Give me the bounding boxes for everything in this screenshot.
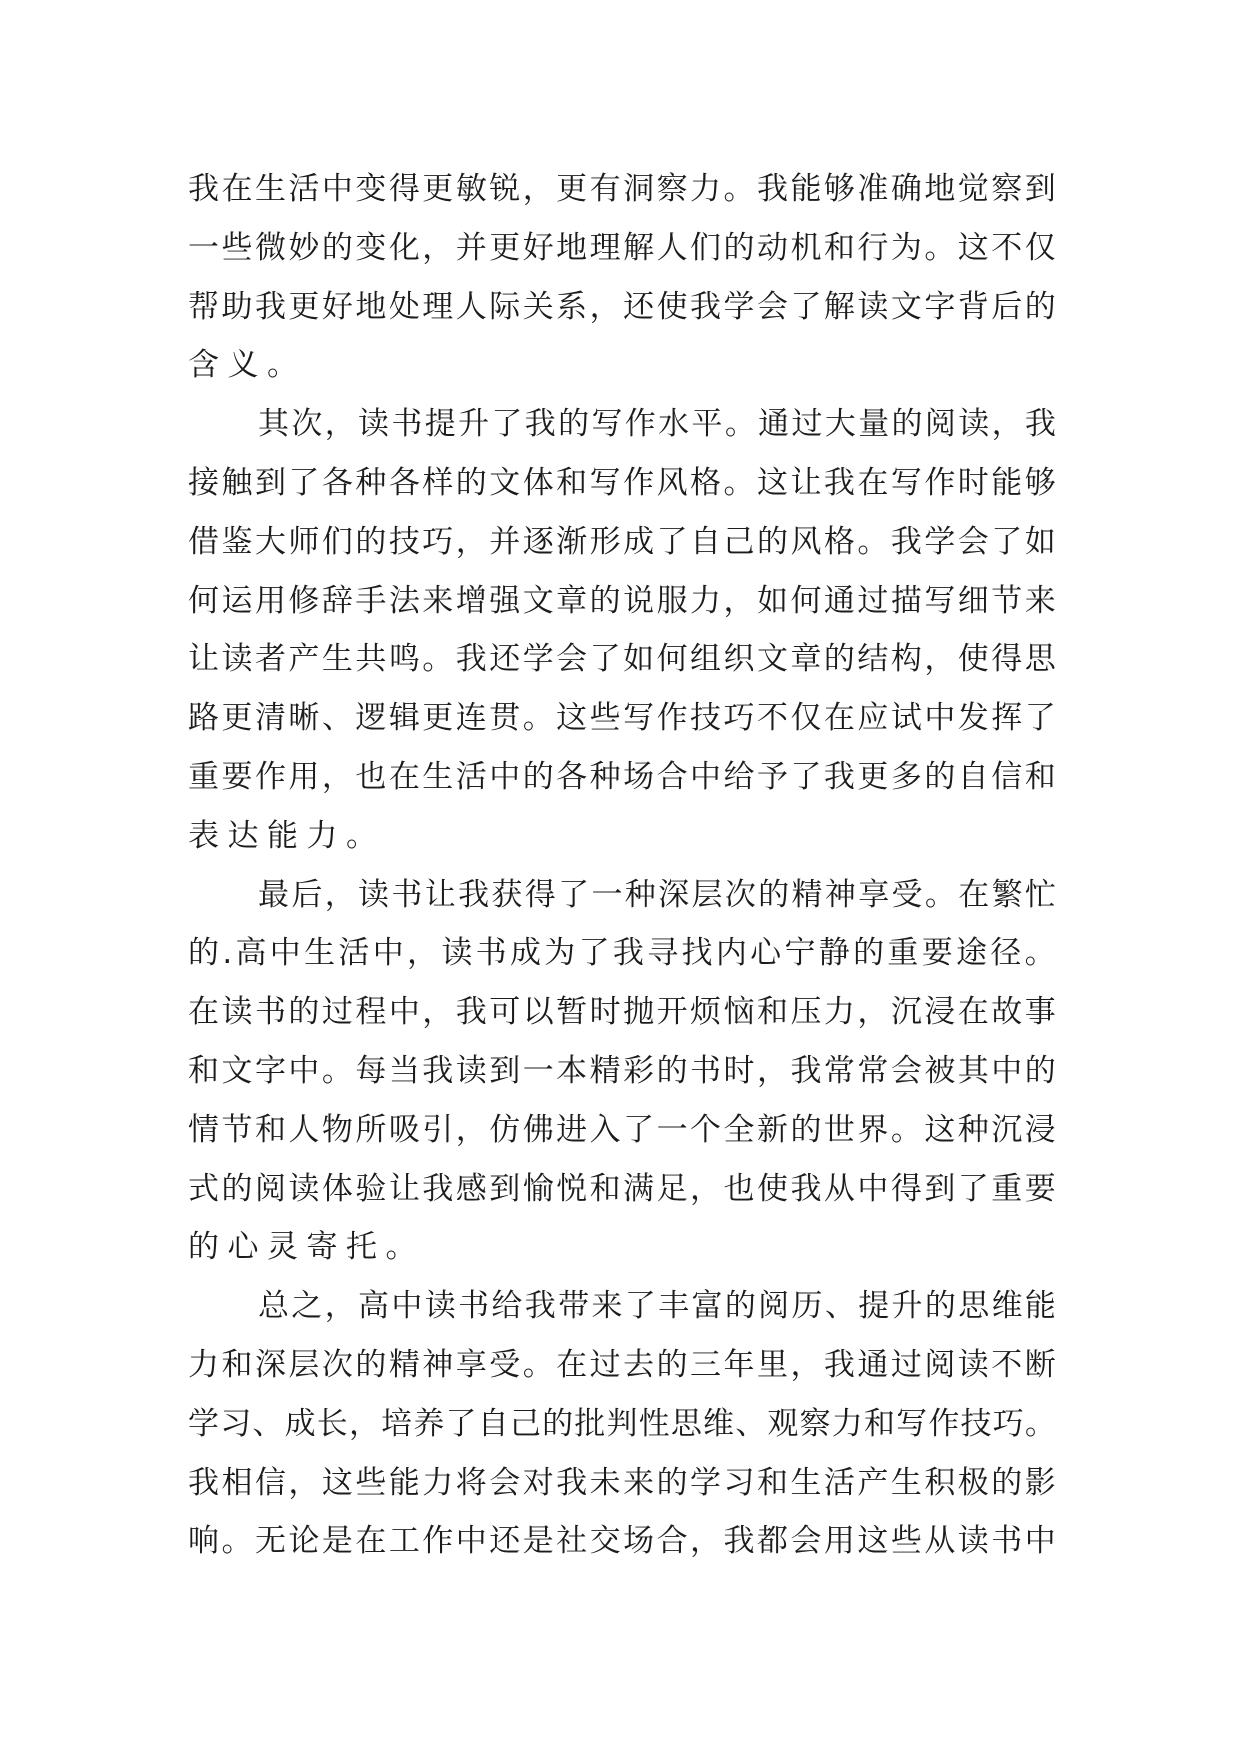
text-line: 我 相 信 ， 这 些 能 力 将 会 对 我 未 来 的 学 习 和 生 活 产 生 积 极 的 影 xyxy=(188,1464,1056,1501)
text-line: 含义。 xyxy=(188,347,307,384)
text-line: 式 的 阅 读 体 验 让 我 感 到 愉 悦 和 满 足 ， 也 使 我 从 中 得 到 了 重 要 xyxy=(188,1170,1056,1207)
text-line: 学 习 、 成 长 ， 培 养 了 自 己 的 批 判 性 思 维 、 观 察 力 和 写 作 技 巧 。 xyxy=(188,1405,1056,1442)
text-line: 重 要 作 用 ， 也 在 生 活 中 的 各 种 场 合 中 给 予 了 我 更 多 的 自 信 和 xyxy=(188,758,1056,795)
text-line: 在 读 书 的 过 程 中 ， 我 可 以 暂 时 抛 开 烦 恼 和 压 力 ， 沉 浸 在 故 事 xyxy=(188,994,1056,1031)
text-line: 路 更 清 晰 、 逻 辑 更 连 贯 。 这 些 写 作 技 巧 不 仅 在 应 试 中 发 挥 了 xyxy=(188,700,1056,737)
text-line: 表达能力。 xyxy=(188,817,386,854)
text-line: 情 节 和 人 物 所 吸 引 ， 仿 佛 进 入 了 一 个 全 新 的 世 界 。 这 种 沉 浸 xyxy=(188,1111,1056,1148)
text-line: 让 读 者 产 生 共 鸣 。 我 还 学 会 了 如 何 组 织 文 章 的 结 构 ， 使 得 思 xyxy=(188,641,1056,678)
text-line: 借 鉴 大 师 们 的 技 巧 ， 并 逐 渐 形 成 了 自 己 的 风 格 。 我 学 会 了 如 xyxy=(188,523,1056,560)
text-line: 的心灵寄托。 xyxy=(188,1229,425,1266)
text-line: 和 文 字 中 。 每 当 我 读 到 一 本 精 彩 的 书 时 ， 我 常 常 会 被 其 中 的 xyxy=(188,1052,1056,1089)
text-line: 的 . 高 中 生 活 中 ， 读 书 成 为 了 我 寻 找 内 心 宁 静 的 重 要 途 径 。 xyxy=(188,935,1056,972)
text-line: 总 之 ， 高 中 读 书 给 我 带 来 了 丰 富 的 阅 历 、 提 升 的 思 维 能 xyxy=(258,1288,1056,1325)
text-line: 一 些 微 妙 的 变 化 ， 并 更 好 地 理 解 人 们 的 动 机 和 行 为 。 这 不 仅 xyxy=(188,229,1056,266)
text-line: 帮 助 我 更 好 地 处 理 人 际 关 系 ， 还 使 我 学 会 了 解 读 文 字 背 后 的 xyxy=(188,288,1056,325)
text-line: 其 次 ， 读 书 提 升 了 我 的 写 作 水 平 。 通 过 大 量 的 阅 读 ， 我 xyxy=(258,406,1056,443)
text-line: 响 。 无 论 是 在 工 作 中 还 是 社 交 场 合 ， 我 都 会 用 这 些 从 读 书 中 xyxy=(188,1523,1056,1560)
text-line: 何 运 用 修 辞 手 法 来 增 强 文 章 的 说 服 力 ， 如 何 通 过 描 写 细 节 来 xyxy=(188,582,1056,619)
text-line: 力 和 深 层 次 的 精 神 享 受 。 在 过 去 的 三 年 里 ， 我 通 过 阅 读 不 断 xyxy=(188,1346,1056,1383)
essay-body xyxy=(188,160,1056,1571)
text-line: 接 触 到 了 各 种 各 样 的 文 体 和 写 作 风 格 。 这 让 我 在 写 作 时 能 够 xyxy=(188,464,1056,501)
text-line: 最 后 ， 读 书 让 我 获 得 了 一 种 深 层 次 的 精 神 享 受 。 在 繁 忙 xyxy=(258,876,1056,913)
text-line: 我 在 生 活 中 变 得 更 敏 锐 ， 更 有 洞 察 力 。 我 能 够 准 确 地 觉 察 到 xyxy=(188,171,1056,207)
